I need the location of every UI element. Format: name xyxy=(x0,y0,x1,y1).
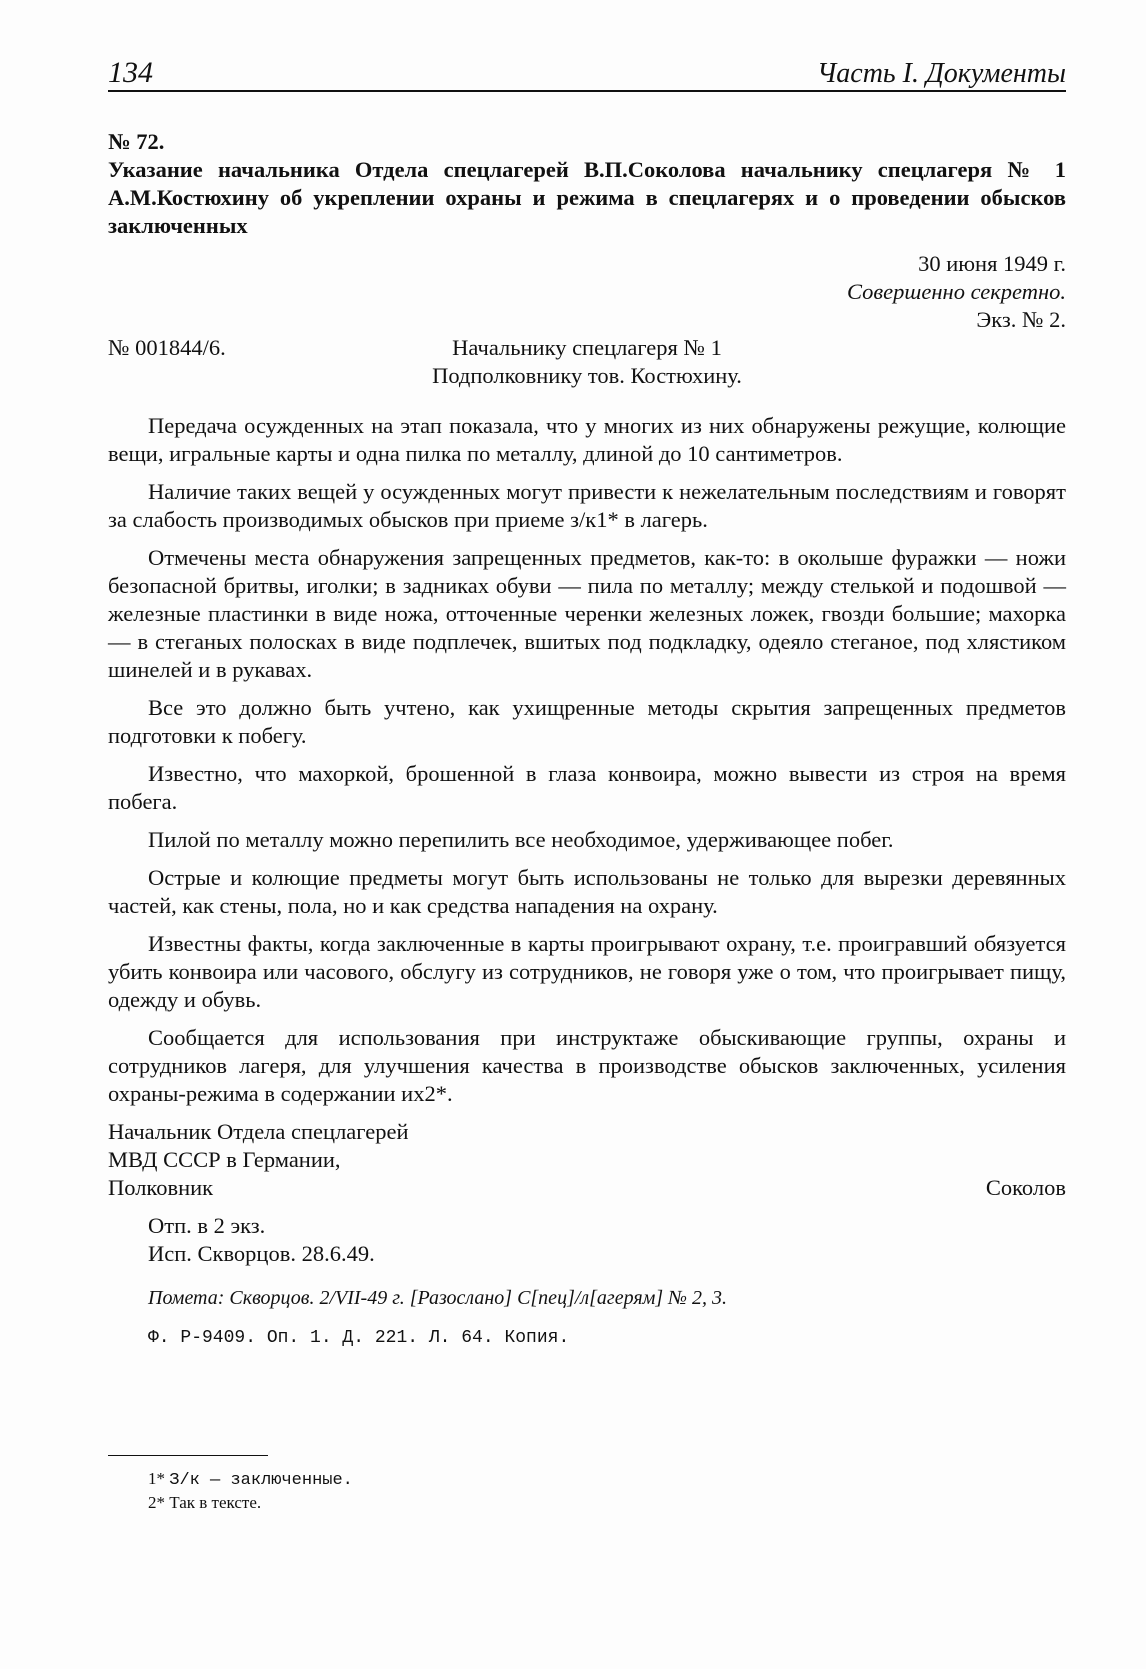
document-date: 30 июня 1949 г. xyxy=(918,251,1066,276)
signature-rank: Полковник xyxy=(108,1175,214,1200)
secrecy-stamp: Совершенно секретно. xyxy=(846,279,1066,304)
footnotes xyxy=(148,1468,353,1514)
addressee-line-2: Подполковнику тов. Костюхину. xyxy=(432,363,742,388)
paragraph: Известны факты, когда заключенные в карты проигрывают охрану, т.е. проигравший обязуется убить конвоира или часового, обслугу из сотрудников, не говоря уже о том, что проигрывает пищу, одежду и обувь. xyxy=(108,931,1066,1012)
footnote-divider xyxy=(108,1455,268,1456)
signature-name: Соколов xyxy=(985,1175,1066,1200)
footnote-mark: 1* xyxy=(148,1469,165,1488)
footnote-text: Так в тексте. xyxy=(169,1493,262,1512)
paragraph: Наличие таких вещей у осужденных могут привести к нежелательным последствиям и говорят за слабость производимых обысков при приеме з/к1* в лагерь. xyxy=(108,479,1066,532)
signature-line-1: Начальник Отдела спецлагерей xyxy=(108,1119,409,1144)
paragraph: Известно, что махоркой, брошенной в глаза конвоира, можно вывести из строя на время побега. xyxy=(108,761,1066,814)
signature-line-2: МВД СССР в Германии, xyxy=(108,1147,341,1172)
footnote-2 xyxy=(148,1492,353,1514)
paragraph: Пилой по металлу можно перепилить все необходимое, удерживающее побег. xyxy=(148,827,894,852)
addressee-line-1: Начальнику спецлагеря № 1 xyxy=(452,335,722,360)
document-title: Указание начальника Отдела спецлагерей В.П.Соколова начальнику спецлагеря № 1 А.М.Костюхину об укреплении охраны и режима в спецлагерях и о проведении обысков заключенных xyxy=(108,157,1066,238)
copies-note: Отп. в 2 экз. xyxy=(148,1213,266,1238)
paragraph: Отмечены места обнаружения запрещенных предметов, как-то: в околыше фуражки — ножи безопасной бритвы, иголки; в задниках обуви — пила по металлу; между стелькой и подошвой — железные пластинки в виде ножа, отточенные черенки железных ложек, гвозди большие; махорка — в стеганых полосках в виде подплечек, вшитых под подкладку, одеяло стеганое, под хлястиком шинелей и в рукавах. xyxy=(108,545,1066,682)
footnote-1 xyxy=(148,1468,353,1492)
page-number: 134 xyxy=(108,56,153,89)
paragraph: Сообщается для использования при инструктаже обыскивающие группы, охраны и сотрудников лагеря, для улучшения качества в производстве обысков заключенных, усиления охраны-режима в содержании их2*. xyxy=(108,1025,1066,1106)
annotation-note: Помета: Скворцов. 2/VII-49 г. [Разослано] С[пец]/л[агерям] № 2, 3. xyxy=(148,1287,728,1309)
footnote-mark: 2* xyxy=(148,1493,165,1512)
paragraph: Острые и колющие предметы могут быть использованы не только для вырезки деревянных частей, как стены, пола, но и как средства нападения на охрану. xyxy=(108,865,1066,918)
archive-reference: Ф. Р-9409. Оп. 1. Д. 221. Л. 64. Копия. xyxy=(148,1328,570,1348)
executor-note: Исп. Скворцов. 28.6.49. xyxy=(148,1241,375,1266)
paragraph: Передача осужденных на этап показала, что у многих из них обнаружены режущие, колющие вещи, игральные карты и одна пилка по металлу, длиной до 10 сантиметров. xyxy=(108,413,1066,466)
page-header xyxy=(108,56,1066,92)
copy-number: Экз. № 2. xyxy=(976,307,1066,332)
footnote-text: З/к — заключенные. xyxy=(169,1471,353,1490)
document-body xyxy=(108,128,1066,1352)
registration-number: № 001844/6. xyxy=(108,335,226,360)
document-number: № 72. xyxy=(108,129,165,154)
paragraph: Все это должно быть учтено, как ухищренные методы скрытия запрещенных предметов подготовки к побегу. xyxy=(108,695,1066,748)
signature-block xyxy=(108,1118,1066,1202)
section-title: Часть I. Документы xyxy=(816,58,1066,89)
